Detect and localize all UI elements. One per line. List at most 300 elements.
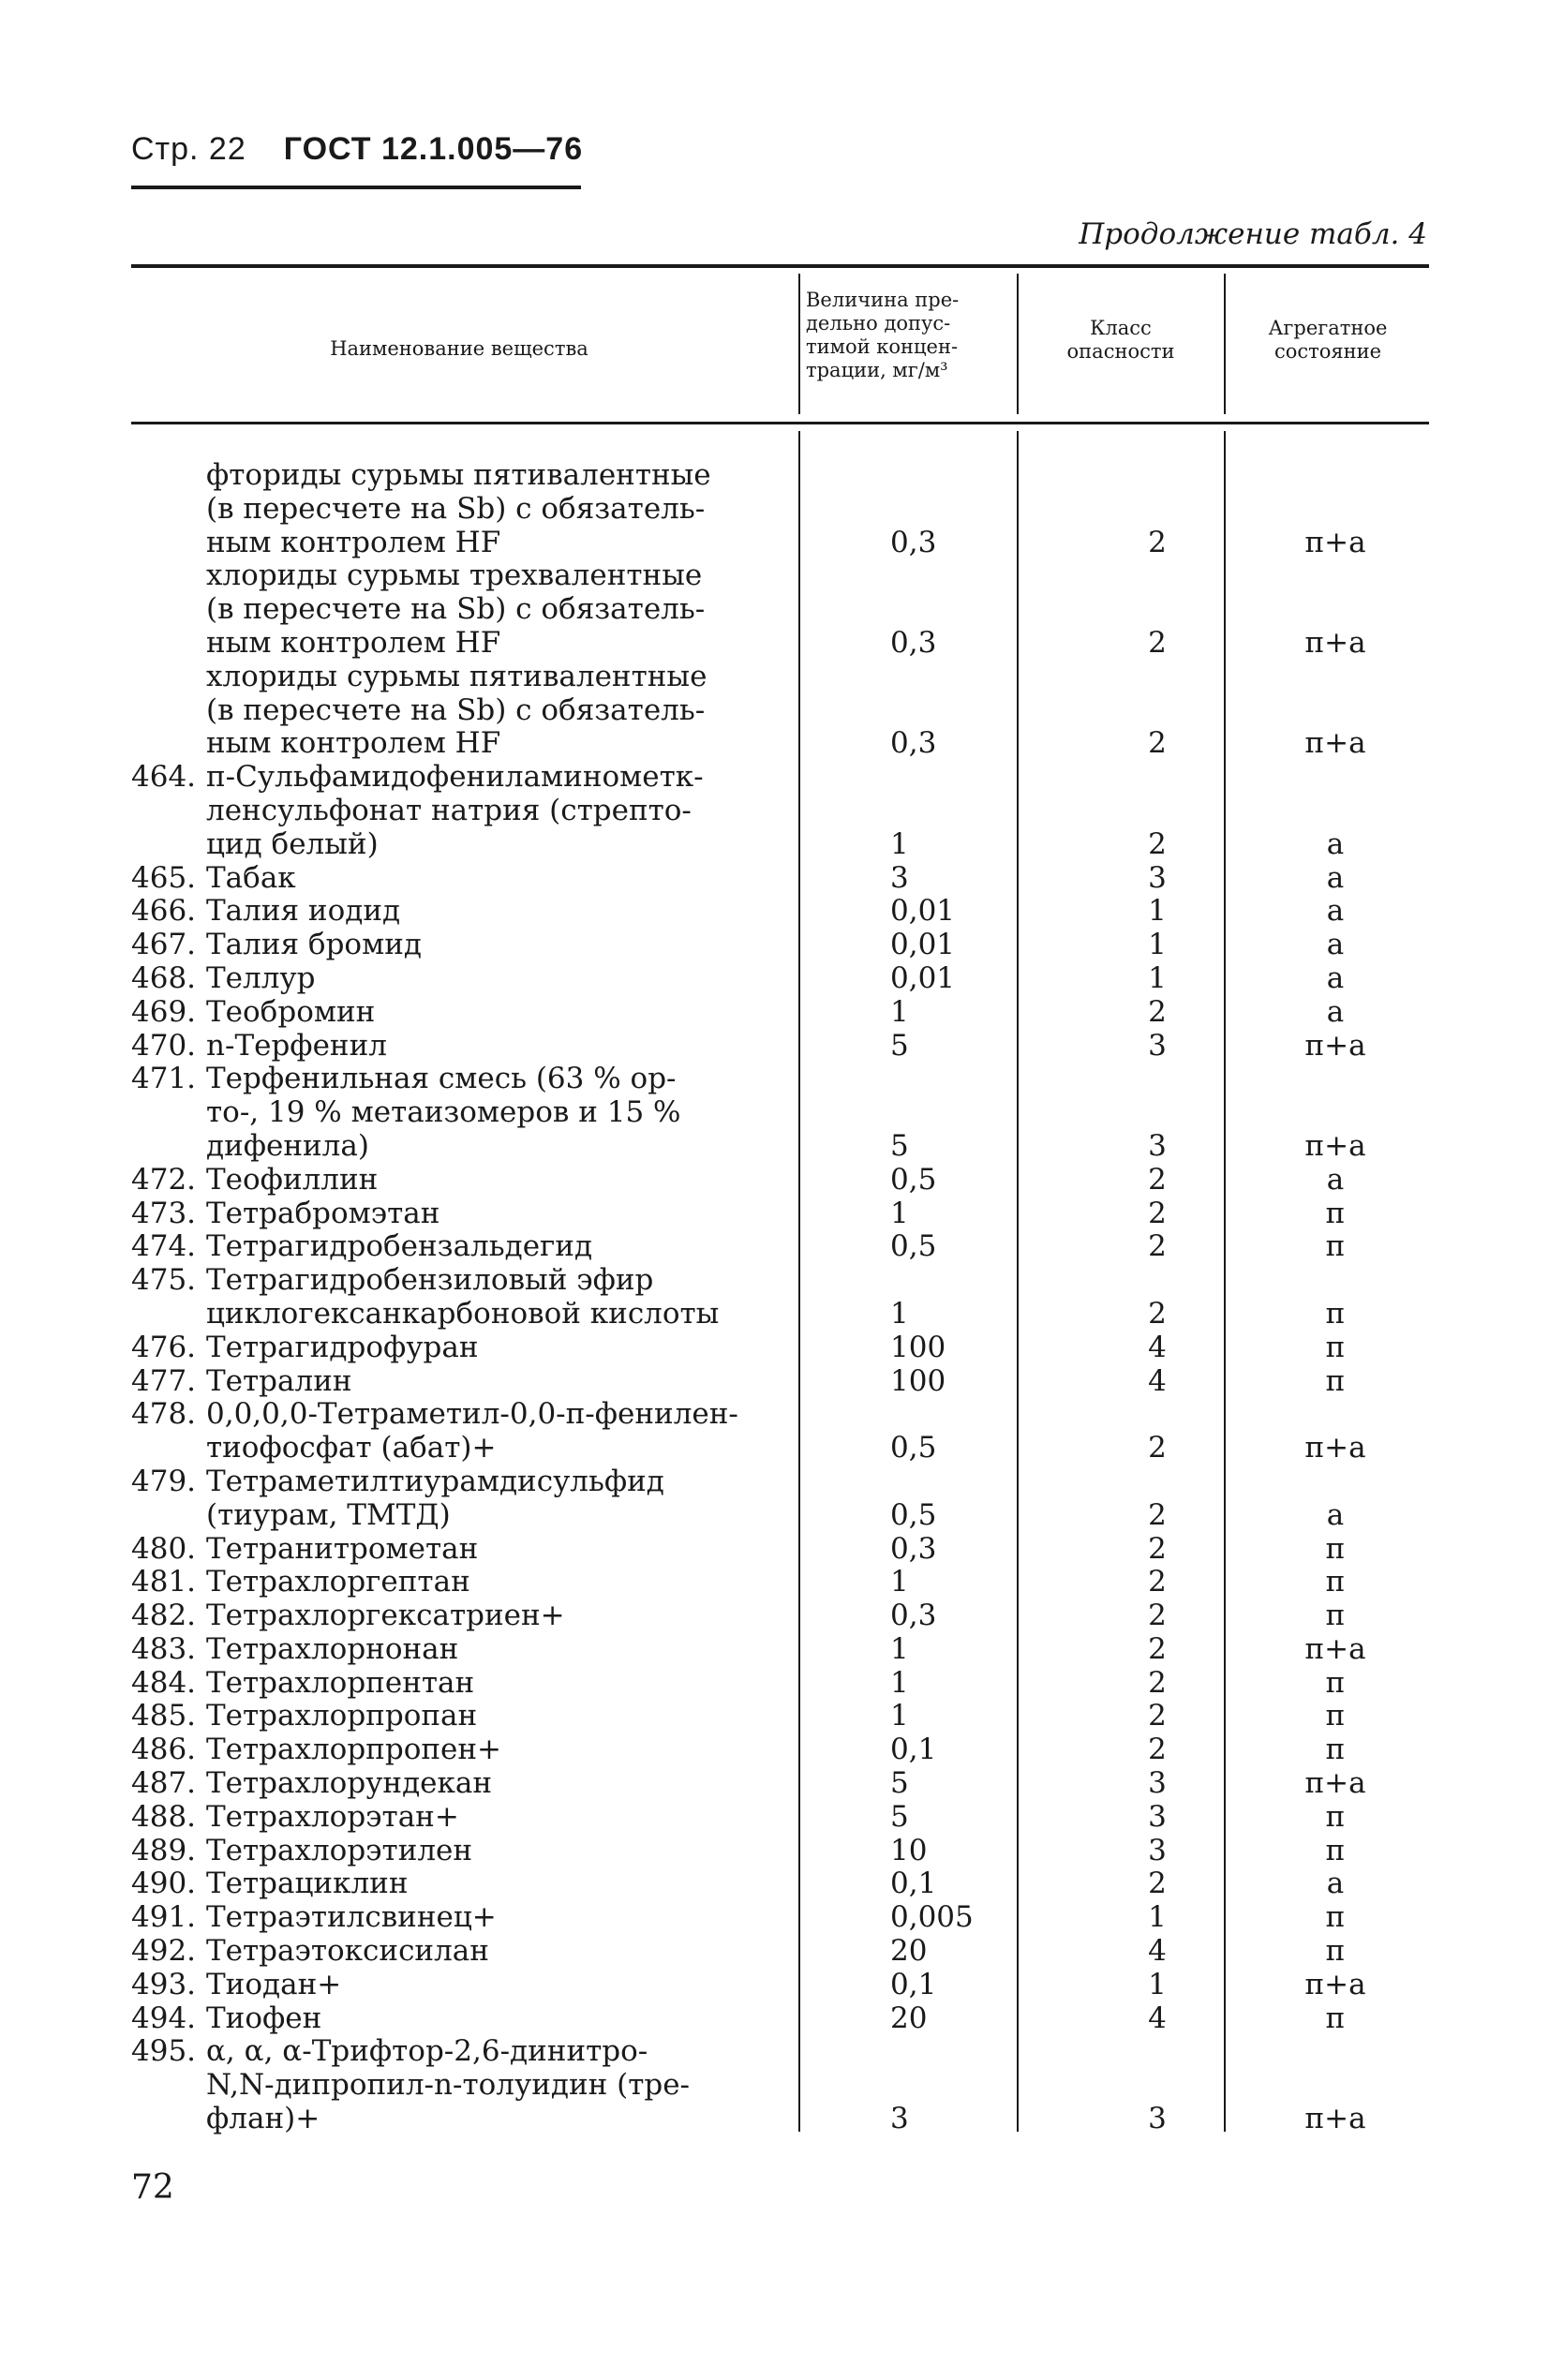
mac-value: 1: [890, 1699, 909, 1733]
substance-name: Тетрахлорэтилен: [206, 1833, 473, 1867]
mac-value: 0,3: [890, 726, 937, 761]
substance-name: Табак: [206, 860, 296, 895]
substance-name: ным контролем HF: [206, 625, 501, 660]
aggregate-state: п: [1325, 1733, 1346, 1767]
hazard-class: 3: [1148, 1028, 1167, 1063]
mac-value: 0,3: [890, 1531, 937, 1566]
substance-cell: [131, 1835, 787, 1868]
aggregate-state: п: [1325, 1531, 1346, 1566]
substance-cell: [131, 996, 787, 1030]
aggregate-state: п: [1325, 1363, 1346, 1398]
substance-name: Тетрахлорпропен+: [206, 1733, 501, 1767]
table-row: [131, 1700, 1429, 1733]
table-row: [131, 996, 1429, 1030]
mac-value: 1: [890, 1565, 909, 1599]
mac-value: 0,5: [890, 1162, 937, 1197]
aggregate-state: п: [1325, 1833, 1346, 1867]
substance-cell: [131, 1533, 787, 1567]
substance-name: n-Терфенил: [206, 1028, 387, 1063]
row-number: [131, 593, 206, 627]
row-number: 474.: [131, 1229, 197, 1264]
row-number: [131, 1499, 206, 1533]
aggregate-state: п: [1325, 1799, 1346, 1834]
substance-cell: [131, 795, 787, 828]
hazard-class: 2: [1148, 1665, 1167, 1700]
substance-cell: [131, 727, 787, 761]
substance-cell: [131, 1969, 787, 2002]
hazard-class: 2: [1148, 525, 1167, 559]
table-row: [131, 527, 1429, 560]
hazard-class: 3: [1148, 1833, 1167, 1867]
row-number: 490.: [131, 1867, 197, 1901]
table-row: [131, 929, 1429, 962]
substance-cell: [131, 1801, 787, 1835]
substance-name: Тетрахлорпропан: [206, 1699, 478, 1733]
hazard-class: 2: [1148, 1531, 1167, 1566]
aggregate-state: а: [1326, 826, 1345, 861]
column-divider: [1224, 274, 1226, 414]
hazard-class: 4: [1148, 1934, 1167, 1969]
substance-name: Тетрациклин: [206, 1867, 409, 1901]
substance-cell: [131, 1867, 787, 1901]
table-row: [131, 761, 1429, 795]
table-row: [131, 727, 1429, 761]
row-number: 481.: [131, 1565, 197, 1599]
row-number: 486.: [131, 1733, 197, 1767]
row-number: [131, 2103, 206, 2136]
aggregate-state: а: [1326, 928, 1345, 962]
aggregate-state: п: [1325, 1699, 1346, 1733]
substance-name: N,N-дипропил-n-толуидин (тре-: [206, 2068, 691, 2103]
substance-name: Тетрахлорундекан: [206, 1766, 493, 1801]
table-row: [131, 1499, 1429, 1533]
aggregate-state: п: [1325, 1196, 1346, 1230]
table-row: [131, 862, 1429, 896]
hazard-class: 3: [1148, 2102, 1167, 2136]
row-number: 467.: [131, 928, 197, 962]
hazard-class: 2: [1148, 1565, 1167, 1599]
mac-value: 0,1: [890, 1967, 937, 2001]
table-row: [131, 1398, 1429, 1432]
mac-value: 0,5: [890, 1229, 937, 1264]
substance-cell: [131, 1733, 787, 1767]
row-number: [131, 727, 206, 761]
row-number: 479.: [131, 1464, 197, 1498]
table-row: [131, 1867, 1429, 1901]
substance-cell: [131, 593, 787, 627]
row-number: [131, 1298, 206, 1331]
table-row: [131, 1365, 1429, 1399]
substance-name: флан)+: [206, 2102, 320, 2136]
row-number: [131, 795, 206, 828]
row-number: 468.: [131, 960, 197, 995]
aggregate-state: а: [1326, 1497, 1345, 1532]
mac-value: 5: [890, 1028, 909, 1063]
column-header-mac-line: Величина пре-: [806, 289, 960, 311]
row-number: 484.: [131, 1665, 197, 1700]
substance-name: Тетраэтоксисилан: [206, 1934, 489, 1969]
substance-cell: [131, 1298, 787, 1331]
substance-cell: [131, 761, 787, 795]
hazard-class: 2: [1148, 994, 1167, 1029]
row-number: 489.: [131, 1833, 197, 1867]
aggregate-state: п: [1325, 1330, 1346, 1364]
substance-name: Талия бромид: [206, 928, 422, 962]
hazard-class: 2: [1148, 1699, 1167, 1733]
table-row: [131, 1164, 1429, 1197]
aggregate-state: п: [1325, 1665, 1346, 1700]
mac-value: 0,005: [890, 1900, 974, 1935]
mac-value: 1: [890, 826, 909, 861]
column-header-state-line: состояние: [1273, 340, 1382, 363]
aggregate-state: п+а: [1304, 525, 1366, 559]
hazard-class: 3: [1148, 1128, 1167, 1163]
aggregate-state: а: [1326, 1867, 1345, 1901]
substance-cell: [131, 1331, 787, 1365]
substance-cell: [131, 493, 787, 527]
mac-value: 1: [890, 1631, 909, 1666]
substance-name: 0,0,0,0-Тетраметил-0,0-п-фенилен-: [206, 1397, 738, 1432]
substance-name: цид белый): [206, 826, 379, 861]
substance-name: Тетрахлорнонан: [206, 1631, 459, 1666]
substance-name: Тетрабромэтан: [206, 1196, 440, 1230]
table-row: [131, 661, 1429, 694]
substance-cell: [131, 1667, 787, 1701]
row-number: 477.: [131, 1363, 197, 1398]
substance-cell: [131, 2035, 787, 2069]
mac-value: 1: [890, 1196, 909, 1230]
aggregate-state: п+а: [1304, 726, 1366, 761]
substance-cell: [131, 1130, 787, 1164]
row-number: 482.: [131, 1599, 197, 1633]
substance-name: Тетрагидрофуран: [206, 1330, 479, 1364]
page-number: 72: [131, 2168, 174, 2207]
row-number: 476.: [131, 1330, 197, 1364]
substance-cell: [131, 1700, 787, 1733]
substance-cell: [131, 1465, 787, 1499]
row-number: 493.: [131, 1967, 197, 2001]
aggregate-state: п+а: [1304, 1967, 1366, 2001]
hazard-class: 2: [1148, 1599, 1167, 1633]
column-header-name: Наименование вещества: [330, 337, 588, 360]
row-number: 480.: [131, 1531, 197, 1566]
substance-cell: [131, 1365, 787, 1399]
row-number: [131, 661, 206, 694]
substance-table: [131, 459, 1429, 2136]
substance-cell: [131, 1197, 787, 1231]
hazard-class: 2: [1148, 625, 1167, 660]
column-header-mac-line: трации, мг/м³: [806, 359, 948, 381]
substance-name: Тетранитрометан: [206, 1531, 479, 1566]
hazard-class: 2: [1148, 1162, 1167, 1197]
page-label: Стр. 22: [131, 131, 246, 167]
substance-name: Тетрагидробензиловый эфир: [206, 1263, 654, 1298]
substance-name: (в пересчете на Sb) с обязатель-: [206, 592, 706, 627]
mac-value: 100: [890, 1330, 946, 1364]
table-row: [131, 2035, 1429, 2069]
mac-value: 3: [890, 2102, 909, 2136]
row-number: 492.: [131, 1934, 197, 1969]
column-header-hazard-line: опасности: [1066, 340, 1175, 363]
row-number: 471.: [131, 1062, 197, 1096]
table-row: [131, 1063, 1429, 1096]
aggregate-state: п: [1325, 1229, 1346, 1264]
substance-cell: [131, 1633, 787, 1667]
hazard-class: 4: [1148, 1363, 1167, 1398]
header-rule: [131, 186, 581, 189]
aggregate-state: п+а: [1304, 1128, 1366, 1163]
table-row: [131, 795, 1429, 828]
hazard-class: 2: [1148, 1431, 1167, 1465]
substance-name: Тетрахлоргексатриен+: [206, 1599, 565, 1633]
column-header-mac-line: дельно допус-: [806, 312, 951, 335]
substance-name: Тетралин: [206, 1363, 352, 1398]
substance-cell: [131, 694, 787, 728]
row-number: 466.: [131, 894, 197, 929]
substance-cell: [131, 559, 787, 593]
substance-name: хлориды сурьмы трехвалентные: [206, 558, 703, 593]
substance-name: Терфенильная смесь (63 % ор-: [206, 1062, 677, 1096]
substance-cell: [131, 828, 787, 862]
mac-value: 1: [890, 1296, 909, 1331]
substance-name: ным контролем HF: [206, 726, 501, 761]
substance-cell: [131, 527, 787, 560]
aggregate-state: а: [1326, 860, 1345, 895]
substance-name: хлориды сурьмы пятивалентные: [206, 659, 707, 693]
mac-value: 0,1: [890, 1867, 937, 1901]
hazard-class: 3: [1148, 1799, 1167, 1834]
substance-cell: [131, 1901, 787, 1935]
mac-value: 1: [890, 1665, 909, 1700]
substance-cell: [131, 1767, 787, 1801]
substance-name: ленсульфонат натрия (стрепто-: [206, 793, 692, 827]
table-top-rule: [131, 264, 1429, 268]
mac-value: 0,01: [890, 894, 956, 929]
substance-cell: [131, 1063, 787, 1096]
substance-name: Талия иодид: [206, 894, 401, 929]
mac-value: 20: [890, 2001, 928, 2035]
hazard-class: 1: [1148, 1967, 1167, 2001]
column-header-state: [1229, 317, 1426, 364]
mac-value: 5: [890, 1128, 909, 1163]
substance-name: Теобромин: [206, 994, 376, 1029]
substance-cell: [131, 459, 787, 493]
table-row: [131, 1935, 1429, 1969]
table-row: [131, 1767, 1429, 1801]
table-row: [131, 1733, 1429, 1767]
row-number: 473.: [131, 1196, 197, 1230]
hazard-class: 3: [1148, 860, 1167, 895]
row-number: [131, 694, 206, 728]
hazard-class: 3: [1148, 1766, 1167, 1801]
row-number: 494.: [131, 2001, 197, 2035]
row-number: 483.: [131, 1631, 197, 1666]
hazard-class: 4: [1148, 1330, 1167, 1364]
mac-value: 0,1: [890, 1733, 937, 1767]
row-number: [131, 493, 206, 527]
table-row: [131, 2069, 1429, 2103]
column-divider: [1017, 274, 1019, 414]
hazard-class: 1: [1148, 894, 1167, 929]
table-row: [131, 1633, 1429, 1667]
aggregate-state: п+а: [1304, 1631, 1366, 1666]
hazard-class: 2: [1148, 826, 1167, 861]
substance-name: п-Сульфамидофениламинометк-: [206, 760, 704, 795]
mac-value: 20: [890, 1934, 928, 1969]
substance-name: (тиурам, ТМТД): [206, 1497, 451, 1532]
column-header-state-line: Агрегатное: [1268, 317, 1388, 339]
substance-name: Теофиллин: [206, 1162, 379, 1197]
substance-cell: [131, 962, 787, 996]
substance-name: тиофосфат (абат)+: [206, 1431, 497, 1465]
mac-value: 0,01: [890, 928, 956, 962]
hazard-class: 1: [1148, 960, 1167, 995]
substance-cell: [131, 2103, 787, 2136]
table-row: [131, 1599, 1429, 1633]
table-row: [131, 1835, 1429, 1868]
mac-value: 0,5: [890, 1497, 937, 1532]
column-header-mac-line: тимой концен-: [806, 335, 959, 358]
row-number: [131, 1432, 206, 1465]
table-row: [131, 559, 1429, 593]
substance-cell: [131, 661, 787, 694]
table-row: [131, 1030, 1429, 1064]
row-number: [131, 527, 206, 560]
table-header-rule: [131, 422, 1429, 424]
substance-cell: [131, 627, 787, 661]
substance-cell: [131, 1230, 787, 1264]
table-row: [131, 895, 1429, 929]
mac-value: 0,3: [890, 625, 937, 660]
table-row: [131, 828, 1429, 862]
hazard-class: 2: [1148, 1196, 1167, 1230]
aggregate-state: п+а: [1304, 1766, 1366, 1801]
row-number: [131, 627, 206, 661]
table-row: [131, 627, 1429, 661]
table-row: [131, 1096, 1429, 1130]
table-row: [131, 1969, 1429, 2002]
substance-name: Тетрахлорэтан+: [206, 1799, 459, 1834]
table-row: [131, 1230, 1429, 1264]
substance-cell: [131, 862, 787, 896]
mac-value: 10: [890, 1833, 928, 1867]
aggregate-state: п: [1325, 1565, 1346, 1599]
column-header-mac: [806, 289, 1012, 382]
aggregate-state: п+а: [1304, 1028, 1366, 1063]
continuation-label: Продолжение табл. 4: [1079, 217, 1427, 251]
table-row: [131, 1331, 1429, 1365]
row-number: 487.: [131, 1766, 197, 1801]
row-number: 464.: [131, 760, 197, 795]
mac-value: 3: [890, 860, 909, 895]
table-row: [131, 1432, 1429, 1465]
substance-cell: [131, 1096, 787, 1130]
table-row: [131, 1465, 1429, 1499]
hazard-class: 1: [1148, 1900, 1167, 1935]
substance-name: ным контролем HF: [206, 525, 501, 559]
substance-cell: [131, 1264, 787, 1298]
hazard-class: 4: [1148, 2001, 1167, 2035]
mac-value: 0,5: [890, 1431, 937, 1465]
row-number: [131, 828, 206, 862]
aggregate-state: а: [1326, 894, 1345, 929]
mac-value: 0,3: [890, 1599, 937, 1633]
mac-value: 1: [890, 994, 909, 1029]
substance-name: Теллур: [206, 960, 316, 995]
substance-name: Тиофен: [206, 2001, 322, 2035]
row-number: 488.: [131, 1799, 197, 1834]
aggregate-state: п: [1325, 1296, 1346, 1331]
hazard-class: 2: [1148, 1867, 1167, 1901]
substance-name: (в пересчете на Sb) с обязатель-: [206, 491, 706, 526]
hazard-class: 2: [1148, 1631, 1167, 1666]
table-row: [131, 1801, 1429, 1835]
substance-name: (в пересчете на Sb) с обязатель-: [206, 692, 706, 727]
mac-value: 5: [890, 1766, 909, 1801]
substance-name: Тетраэтилсвинец+: [206, 1900, 497, 1935]
column-header-hazard: [1021, 317, 1220, 364]
substance-cell: [131, 2002, 787, 2036]
table-row: [131, 1901, 1429, 1935]
standard-id: ГОСТ 12.1.005—76: [283, 131, 584, 167]
hazard-class: 2: [1148, 1733, 1167, 1767]
table-row: [131, 1566, 1429, 1599]
substance-cell: [131, 1030, 787, 1064]
hazard-class: 2: [1148, 726, 1167, 761]
substance-cell: [131, 1499, 787, 1533]
mac-value: 0,01: [890, 960, 956, 995]
substance-name: α, α, α-Трифтор-2,6-динитро-: [206, 2034, 648, 2069]
substance-name: Тиодан+: [206, 1967, 342, 2001]
aggregate-state: п+а: [1304, 1431, 1366, 1465]
substance-cell: [131, 1935, 787, 1969]
row-number: 475.: [131, 1263, 197, 1298]
row-number: 478.: [131, 1397, 197, 1432]
table-row: [131, 593, 1429, 627]
substance-name: Тетрагидробензальдегид: [206, 1229, 593, 1264]
table-row: [131, 2103, 1429, 2136]
row-number: 491.: [131, 1900, 197, 1935]
row-number: [131, 459, 206, 493]
aggregate-state: а: [1326, 1162, 1345, 1197]
row-number: 470.: [131, 1028, 197, 1063]
row-number: [131, 559, 206, 593]
substance-cell: [131, 1599, 787, 1633]
substance-name: циклогексанкарбоновой кислоты: [206, 1296, 720, 1331]
table-row: [131, 1533, 1429, 1567]
hazard-class: 2: [1148, 1296, 1167, 1331]
row-number: 485.: [131, 1699, 197, 1733]
row-number: 465.: [131, 860, 197, 895]
page-header: [131, 131, 583, 168]
table-row: [131, 1298, 1429, 1331]
row-number: [131, 1096, 206, 1130]
aggregate-state: п: [1325, 1599, 1346, 1633]
mac-value: 100: [890, 1363, 946, 1398]
aggregate-state: п+а: [1304, 625, 1366, 660]
column-divider: [798, 274, 800, 414]
substance-cell: [131, 2069, 787, 2103]
table-row: [131, 694, 1429, 728]
substance-name: то-, 19 % метаизомеров и 15 %: [206, 1095, 681, 1130]
row-number: 472.: [131, 1162, 197, 1197]
column-header-hazard-line: Класс: [1090, 317, 1152, 339]
substance-cell: [131, 1566, 787, 1599]
table-row: [131, 1264, 1429, 1298]
aggregate-state: а: [1326, 960, 1345, 995]
substance-cell: [131, 929, 787, 962]
substance-cell: [131, 895, 787, 929]
